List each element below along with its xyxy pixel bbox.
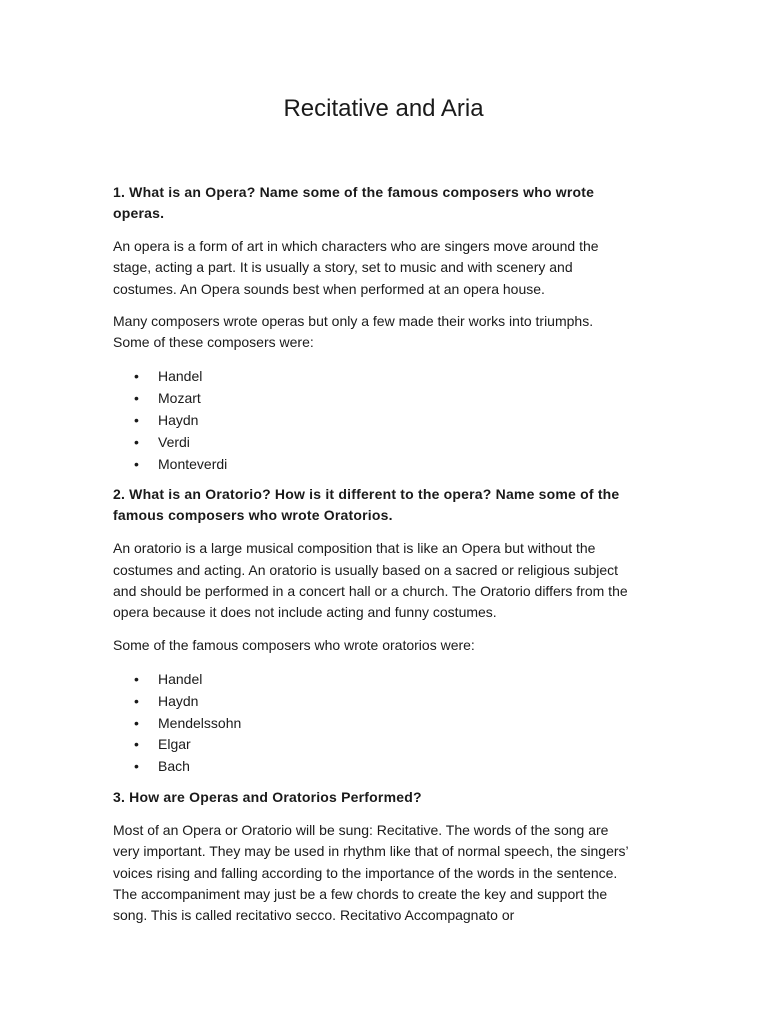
list-item xyxy=(113,691,630,713)
list-item xyxy=(113,366,630,388)
list-item xyxy=(113,454,630,476)
question-3-heading: 3. How are Operas and Oratorios Performed? xyxy=(113,788,422,805)
section-1-paragraph-2: Many composers wrote operas but only a few made their works into triumphs. Some of these composers were: xyxy=(113,312,594,351)
document-title: Recitative and Aria xyxy=(283,95,484,122)
section-1-paragraph-1: An opera is a form of art in which characters who are singers move around the stage, acting a part. It is usually a story, set to music and with scenery and costumes. An Opera sounds best when performed at an opera house. xyxy=(113,238,599,297)
question-1-heading: 1. What is an Opera? Name some of the famous composers who wrote operas. xyxy=(113,184,595,221)
question-2-heading: 2. What is an Oratorio? How is it different to the opera? Name some of the famous composers who wrote Oratorios. xyxy=(113,486,620,524)
list-item-text: Handel xyxy=(158,670,203,687)
bullet-icon: • xyxy=(134,390,139,407)
list-item-text: Elgar xyxy=(158,736,191,753)
list-item xyxy=(113,410,630,432)
list-item xyxy=(113,669,630,691)
list-item xyxy=(113,432,630,454)
list-item-text: Mozart xyxy=(158,390,201,407)
bullet-icon: • xyxy=(134,455,139,472)
section-3-paragraph-1: Most of an Opera or Oratorio will be sung: Recitative. The words of the song are very important. They may be used in rhythm like that of normal speech, the singers’ voices rising and falling according to the importance of the words in the sentence. The accompaniment may just be a few chords to create the key and support the song. This is called recitativo secco. Recitativo Accompagnato or xyxy=(113,821,629,924)
list-item-text: Verdi xyxy=(158,433,190,450)
bullet-icon: • xyxy=(134,692,139,709)
list-item xyxy=(113,713,630,735)
oratorio-composers-list xyxy=(113,669,630,778)
list-item-text: Handel xyxy=(158,368,203,385)
list-item xyxy=(113,734,630,756)
bullet-icon: • xyxy=(134,758,139,775)
section-2-paragraph-2: Some of the famous composers who wrote oratorios were: xyxy=(113,636,475,653)
opera-composers-list xyxy=(113,366,630,475)
section-2-paragraph-1: An oratorio is a large musical composition that is like an Opera but without the costumes and acting. An oratorio is usually based on a sacred or religious subject and should be performed in a concert hall or a church. The Oratorio differs from the opera because it does not include acting and funny costumes. xyxy=(113,540,628,621)
list-item xyxy=(113,756,630,778)
bullet-icon: • xyxy=(134,412,139,429)
bullet-icon: • xyxy=(134,433,139,450)
list-item xyxy=(113,388,630,410)
bullet-icon: • xyxy=(134,670,139,687)
list-item-text: Haydn xyxy=(158,412,199,429)
list-item-text: Haydn xyxy=(158,692,199,709)
list-item-text: Bach xyxy=(158,758,190,775)
list-item-text: Mendelssohn xyxy=(158,714,242,731)
bullet-icon: • xyxy=(134,714,139,731)
list-item-text: Monteverdi xyxy=(158,455,228,472)
bullet-icon: • xyxy=(134,736,139,753)
bullet-icon: • xyxy=(134,368,139,385)
